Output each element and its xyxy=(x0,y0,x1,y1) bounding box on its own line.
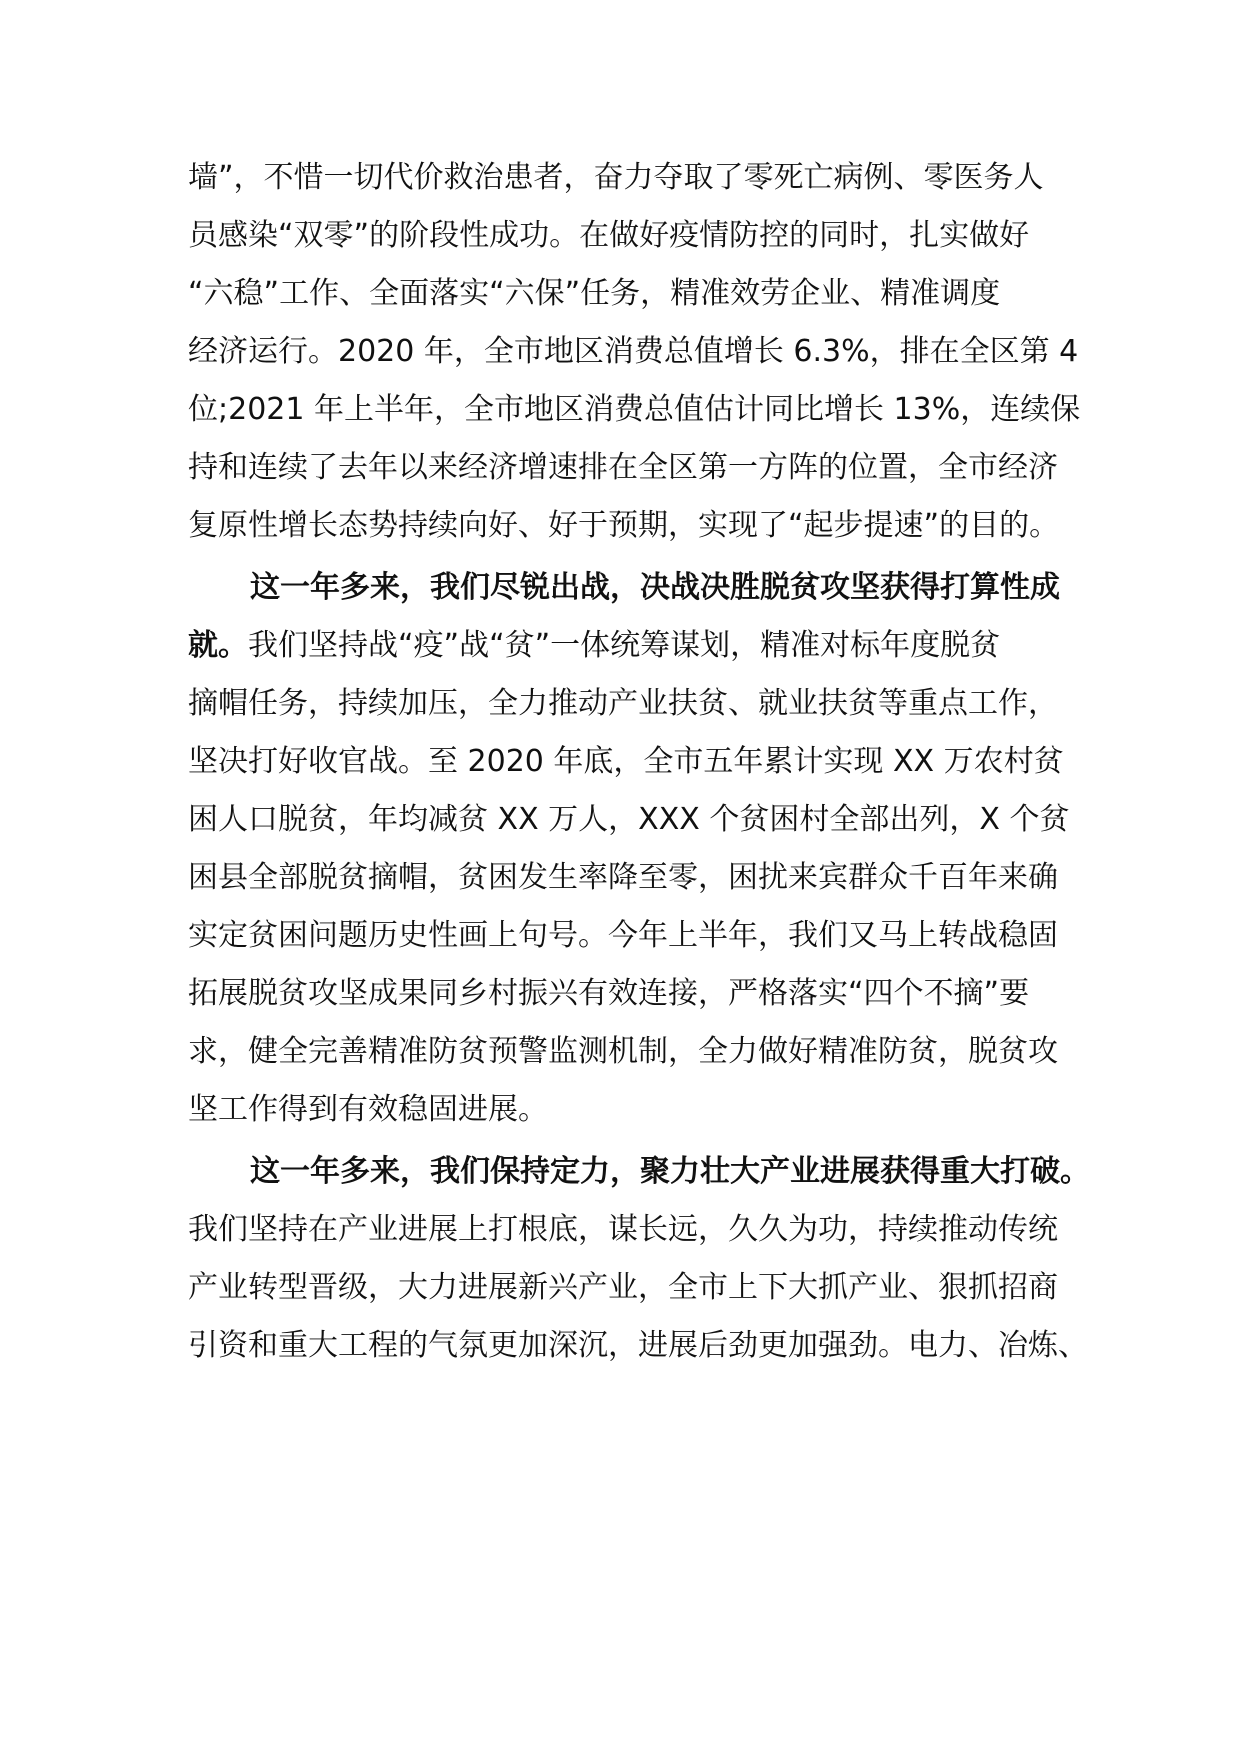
text-line: 经济运行。2020 年，全市地区消费总值增长 6.3%，排在全区第 4 xyxy=(188,334,1079,369)
text-line: 员感染“双零”的阶段性成功。在做好疫情防控的同时，扎实做好 xyxy=(188,218,1030,253)
text-line: 复原性增长态势持续向好、好于预期，实现了“起步提速”的目的。 xyxy=(188,508,1060,543)
text-line: 拓展脱贫攻坚成果同乡村振兴有效连接，严格落实“四个不摘”要 xyxy=(188,976,1030,1011)
paragraph-heading: 这一年多来，我们尽锐出战，决战决胜脱贫攻坚获得打算性成 xyxy=(250,570,1060,605)
text-line: 困县全部脱贫摘帽，贫困发生率降至零，困扰来宾群众千百年来确 xyxy=(188,860,1058,895)
paragraph-heading: 这一年多来，我们保持定力，聚力壮大产业进展获得重大打破。 xyxy=(250,1154,1090,1189)
text-line: 坚决打好收官战。至 2020 年底，全市五年累计实现 XX 万农村贫 xyxy=(188,744,1064,779)
paragraph-heading-end: 就。 xyxy=(188,628,248,663)
text-line: 困人口脱贫，年均减贫 XX 万人，XXX 个贫困村全部出列，X 个贫 xyxy=(188,802,1070,837)
text-line: 求，健全完善精准防贫预警监测机制，全力做好精准防贫，脱贫攻 xyxy=(188,1034,1058,1069)
text-line: 产业转型晋级，大力进展新兴产业，全市上下大抓产业、狠抓招商 xyxy=(188,1270,1058,1305)
text-line: 引资和重大工程的气氛更加深沉，进展后劲更加强劲。电力、冶炼、 xyxy=(188,1328,1088,1363)
text-line xyxy=(188,613,1068,679)
text-span: 我们坚持战“疫”战“贫”一体统筹谋划，精准对标年度脱贫 xyxy=(248,628,1001,663)
text-line: 墙”，不惜一切代价救治患者，奋力夺取了零死亡病例、零医务人 xyxy=(188,160,1044,195)
text-line: 实定贫困问题历史性画上句号。今年上半年，我们又马上转战稳固 xyxy=(188,918,1058,953)
text-line: 持和连续了去年以来经济增速排在全区第一方阵的位置，全市经济 xyxy=(188,450,1058,485)
text-line: 坚工作得到有效稳固进展。 xyxy=(188,1092,548,1127)
text-line: 摘帽任务，持续加压，全力推动产业扶贫、就业扶贫等重点工作， xyxy=(188,686,1058,721)
text-line: 位;2021 年上半年，全市地区消费总值估计同比增长 13%，连续保 xyxy=(188,392,1081,427)
text-line: 我们坚持在产业进展上打根底，谋长远，久久为功，持续推动传统 xyxy=(188,1212,1058,1247)
text-line: “六稳”工作、全面落实“六保”任务，精准效劳企业、精准调度 xyxy=(188,276,1001,311)
